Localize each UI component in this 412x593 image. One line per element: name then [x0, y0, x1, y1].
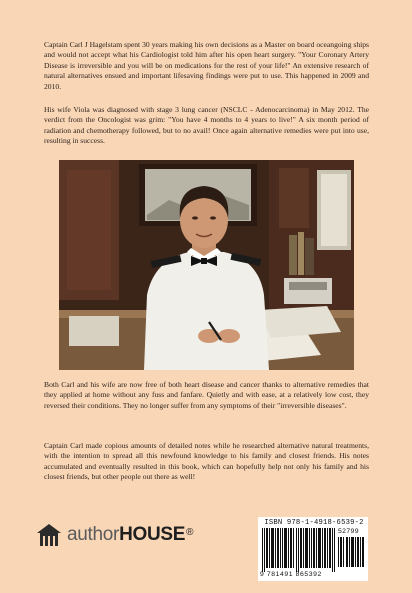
registered-mark: ® — [186, 527, 194, 538]
price-code: 52799 — [338, 528, 359, 535]
barcode-bars — [262, 528, 338, 572]
bio-paragraph-recovery: Both Carl and his wife are now free of both heart disease and cancer thanks to alternative remedies that they applied at home without any fuss and fanfare. Quietly and with ease, at a relatively low cost, they reversed their conditions. They no longer suffer from any symptoms of their "irreversible diseases". — [44, 380, 369, 410]
author-photo — [59, 160, 354, 370]
publisher-name-house: HOUSE — [119, 524, 186, 545]
bio-paragraph-cancer: His wife Viola was diagnosed with stage 3 lung cancer (NSCLC - Adenocarcinoma) in May 2012. The verdict from the Oncologist was grim: "You have 4 months to 4 years to live!" A six month period of radiation and chemotherapy followed, but to no avail! Once again alternative remedies were put into use, resulting in success. — [44, 105, 369, 146]
ean-digits: 9 781491 865392 — [260, 571, 322, 578]
bio-paragraph-book: Captain Carl made copious amounts of detailed notes while he researched alternative natural treatments, with the intention to spread all this newfound knowledge to his family and closest friends. His notes accumulated and eventually resulted in this book, which can hopefully help not only his family and his closest friends, but other people out there as well! — [44, 441, 369, 482]
isbn-label: ISBN 978-1-4918-6539-2 — [264, 519, 364, 527]
isbn-barcode — [258, 517, 368, 581]
publisher-name-author: author — [67, 524, 120, 545]
house-icon — [36, 523, 62, 547]
bio-paragraph-heart: Captain Carl J Hagelstam spent 30 years making his own decisions as a Master on board oceangoing ships and would not accept what his Cardiologist told him after his open heart surgery. "Your Coronary Artery Disease is irreversible and you will be on medications for the rest of your life!" An extensive research of natural alternatives ensued and important lifesaving findings were put to use. This happened in 2009 and 2010. — [44, 40, 369, 91]
publisher-name — [67, 523, 193, 547]
publisher-logo — [36, 523, 193, 547]
price-bars — [338, 537, 364, 567]
